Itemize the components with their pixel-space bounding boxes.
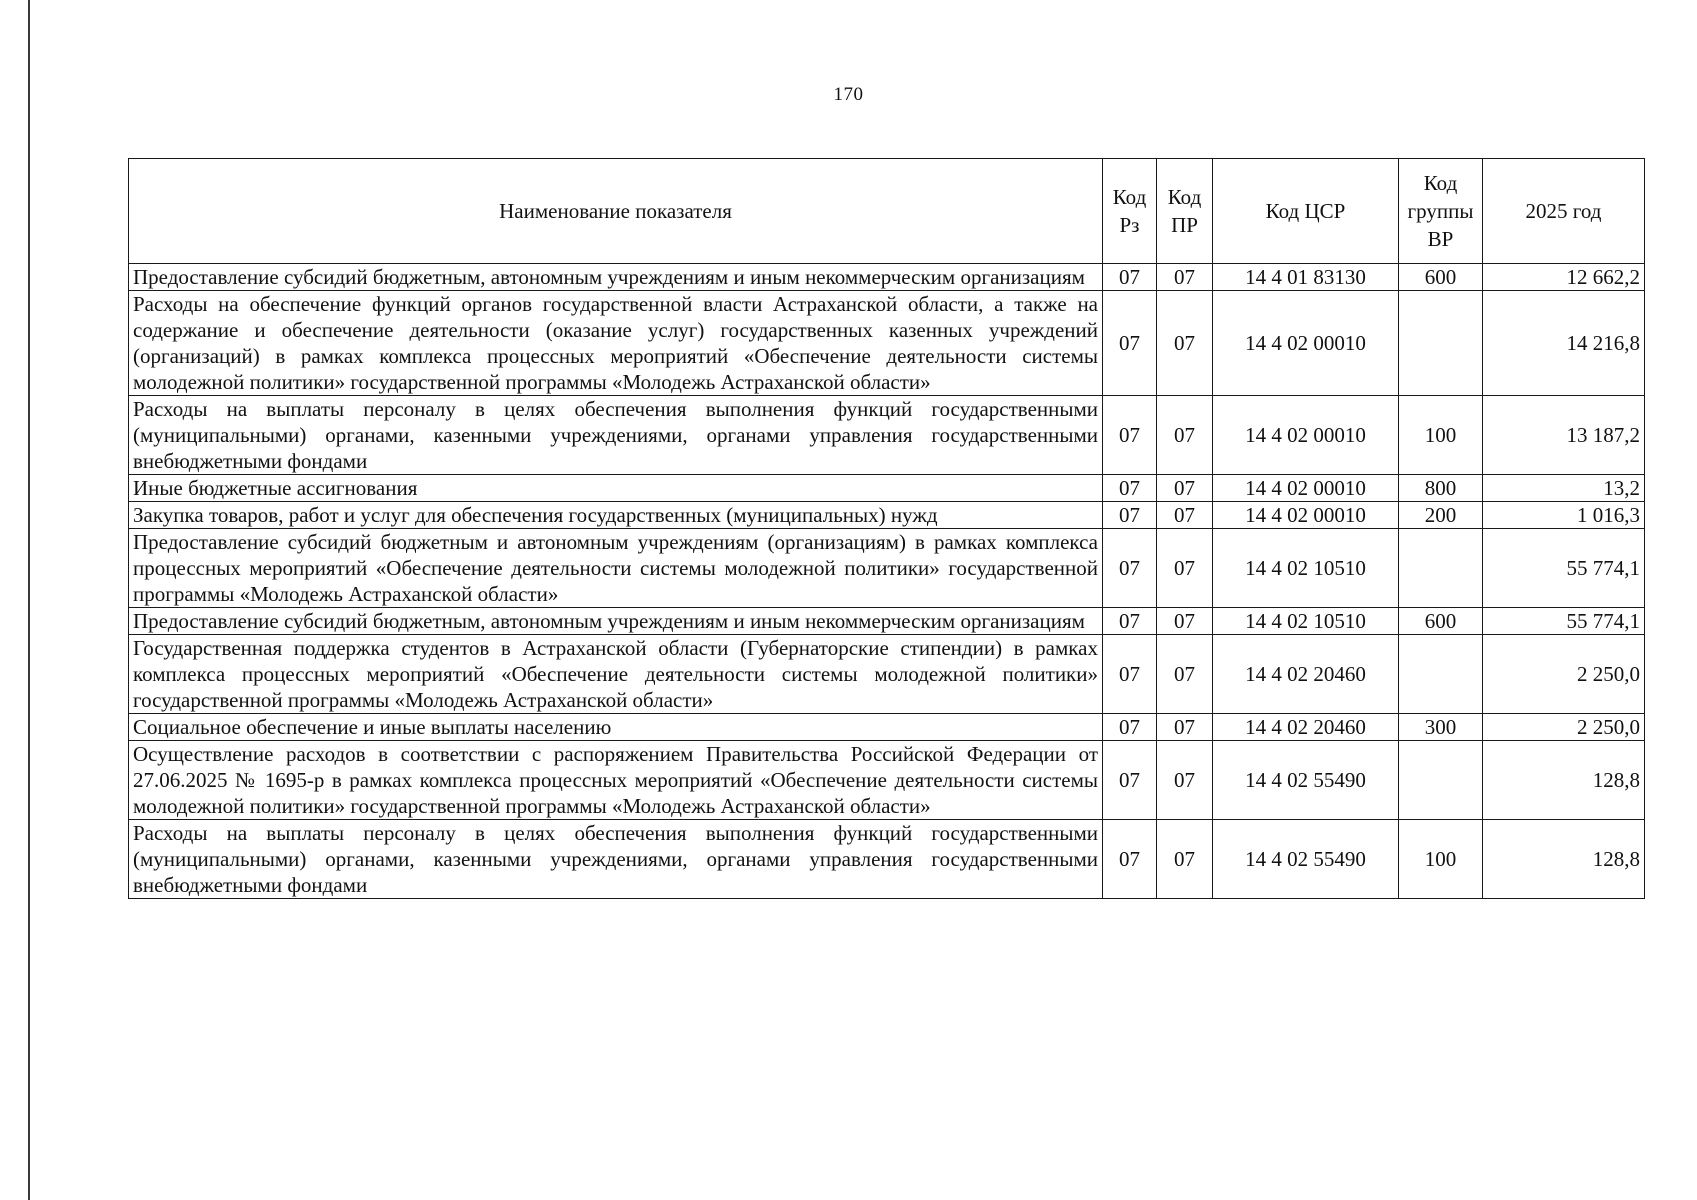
cell-amount: 13,2 xyxy=(1483,475,1645,502)
header-name: Наименование показателя xyxy=(129,159,1103,264)
cell-pr: 07 xyxy=(1157,264,1213,291)
header-vr: Код группы ВР xyxy=(1399,159,1483,264)
cell-rz: 07 xyxy=(1103,475,1157,502)
cell-pr: 07 xyxy=(1157,475,1213,502)
cell-csr: 14 4 02 00010 xyxy=(1213,396,1399,475)
cell-csr: 14 4 02 00010 xyxy=(1213,291,1399,396)
table-row xyxy=(129,529,1645,608)
cell-rz: 07 xyxy=(1103,635,1157,714)
cell-vr: 100 xyxy=(1399,396,1483,475)
cell-pr: 07 xyxy=(1157,396,1213,475)
cell-amount: 128,8 xyxy=(1483,820,1645,899)
cell-amount: 2 250,0 xyxy=(1483,714,1645,741)
cell-rz: 07 xyxy=(1103,741,1157,820)
cell-csr: 14 4 02 55490 xyxy=(1213,741,1399,820)
cell-name: Предоставление субсидий бюджетным, автономным учреждениям и иным некоммерческим организациям xyxy=(129,264,1103,291)
cell-amount: 2 250,0 xyxy=(1483,635,1645,714)
cell-pr: 07 xyxy=(1157,529,1213,608)
cell-rz: 07 xyxy=(1103,264,1157,291)
cell-vr: 600 xyxy=(1399,608,1483,635)
cell-csr: 14 4 02 10510 xyxy=(1213,608,1399,635)
cell-name: Иные бюджетные ассигнования xyxy=(129,475,1103,502)
table-row xyxy=(129,291,1645,396)
cell-name: Осуществление расходов в соответствии с распоряжением Правительства Российской Федерации от 27.06.2025 № 1695-р в рамках комплекса процессных мероприятий «Обеспечение деятельности системы молодежной политики» государственной программы «Молодежь Астраханской области» xyxy=(129,741,1103,820)
cell-rz: 07 xyxy=(1103,396,1157,475)
cell-rz: 07 xyxy=(1103,714,1157,741)
cell-vr: 200 xyxy=(1399,502,1483,529)
cell-rz: 07 xyxy=(1103,291,1157,396)
cell-vr: 100 xyxy=(1399,820,1483,899)
cell-name: Предоставление субсидий бюджетным, автономным учреждениям и иным некоммерческим организациям xyxy=(129,608,1103,635)
table-row xyxy=(129,475,1645,502)
cell-amount: 55 774,1 xyxy=(1483,608,1645,635)
cell-amount: 128,8 xyxy=(1483,741,1645,820)
cell-pr: 07 xyxy=(1157,741,1213,820)
header-csr: Код ЦСР xyxy=(1213,159,1399,264)
cell-vr xyxy=(1399,529,1483,608)
table-row xyxy=(129,502,1645,529)
cell-vr: 300 xyxy=(1399,714,1483,741)
header-year: 2025 год xyxy=(1483,159,1645,264)
cell-csr: 14 4 02 10510 xyxy=(1213,529,1399,608)
cell-rz: 07 xyxy=(1103,820,1157,899)
header-pr: Код ПР xyxy=(1157,159,1213,264)
cell-pr: 07 xyxy=(1157,502,1213,529)
cell-rz: 07 xyxy=(1103,502,1157,529)
cell-amount: 13 187,2 xyxy=(1483,396,1645,475)
cell-amount: 1 016,3 xyxy=(1483,502,1645,529)
table-row xyxy=(129,714,1645,741)
table-row xyxy=(129,264,1645,291)
cell-vr: 800 xyxy=(1399,475,1483,502)
page-number: 170 xyxy=(833,84,864,105)
cell-rz: 07 xyxy=(1103,529,1157,608)
cell-csr: 14 4 02 20460 xyxy=(1213,714,1399,741)
cell-pr: 07 xyxy=(1157,291,1213,396)
table-row xyxy=(129,396,1645,475)
cell-csr: 14 4 02 00010 xyxy=(1213,502,1399,529)
table-header xyxy=(129,159,1645,264)
cell-name: Закупка товаров, работ и услуг для обеспечения государственных (муниципальных) нужд xyxy=(129,502,1103,529)
cell-vr xyxy=(1399,635,1483,714)
cell-amount: 55 774,1 xyxy=(1483,529,1645,608)
cell-vr xyxy=(1399,291,1483,396)
scan-edge-line xyxy=(28,0,30,1200)
header-row xyxy=(129,159,1645,264)
cell-rz: 07 xyxy=(1103,608,1157,635)
header-rz: Код Рз xyxy=(1103,159,1157,264)
cell-csr: 14 4 02 00010 xyxy=(1213,475,1399,502)
cell-name: Государственная поддержка студентов в Астраханской области (Губернаторские стипендии) в рамках комплекса процессных мероприятий «Обеспечение деятельности системы молодежной политики» государственной программы «Молодежь Астраханской области» xyxy=(129,635,1103,714)
table-row xyxy=(129,608,1645,635)
cell-pr: 07 xyxy=(1157,608,1213,635)
cell-vr xyxy=(1399,741,1483,820)
cell-pr: 07 xyxy=(1157,820,1213,899)
cell-csr: 14 4 02 55490 xyxy=(1213,820,1399,899)
cell-name: Социальное обеспечение и иные выплаты населению xyxy=(129,714,1103,741)
cell-csr: 14 4 02 20460 xyxy=(1213,635,1399,714)
cell-name: Предоставление субсидий бюджетным и автономным учреждениям (организациям) в рамках комплекса процессных мероприятий «Обеспечение деятельности системы молодежной политики» государственной программы «Молодежь Астраханской области» xyxy=(129,529,1103,608)
table-body xyxy=(129,264,1645,899)
cell-amount: 12 662,2 xyxy=(1483,264,1645,291)
table-row xyxy=(129,820,1645,899)
table-row xyxy=(129,741,1645,820)
table-row xyxy=(129,635,1645,714)
cell-name: Расходы на обеспечение функций органов государственной власти Астраханской области, а также на содержание и обеспечение деятельности (оказание услуг) государственных казенных учреждений (организаций) в рамках комплекса процессных мероприятий «Обеспечение деятельности системы молодежной политики» государственной программы «Молодежь Астраханской области» xyxy=(129,291,1103,396)
cell-csr: 14 4 01 83130 xyxy=(1213,264,1399,291)
cell-vr: 600 xyxy=(1399,264,1483,291)
cell-name: Расходы на выплаты персоналу в целях обеспечения выполнения функций государственными (муниципальными) органами, казенными учреждениями, органами управления государственными внебюджетными фондами xyxy=(129,396,1103,475)
cell-pr: 07 xyxy=(1157,635,1213,714)
cell-pr: 07 xyxy=(1157,714,1213,741)
budget-table-container xyxy=(128,158,1644,899)
cell-name: Расходы на выплаты персоналу в целях обеспечения выполнения функций государственными (муниципальными) органами, казенными учреждениями, органами управления государственными внебюджетными фондами xyxy=(129,820,1103,899)
budget-table xyxy=(128,158,1645,899)
cell-amount: 14 216,8 xyxy=(1483,291,1645,396)
